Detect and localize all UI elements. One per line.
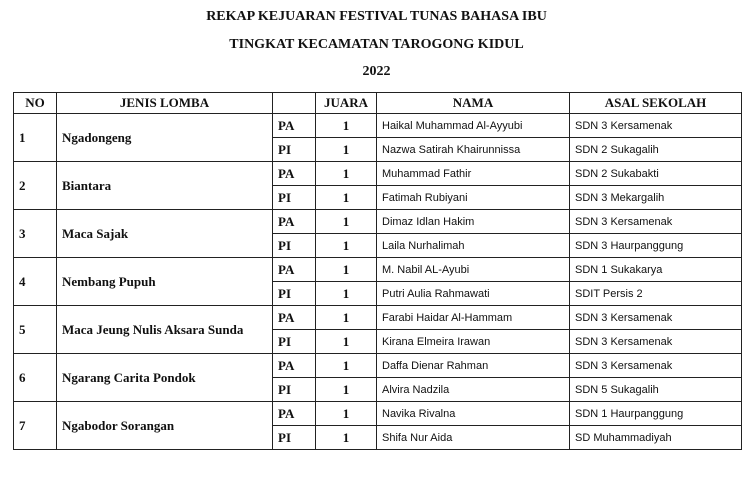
cell-nama: Farabi Haidar Al-Hammam: [377, 306, 570, 330]
table-row: [14, 162, 742, 186]
header-kategori: [273, 93, 316, 114]
table-header-row: [14, 93, 742, 114]
table-row: [14, 210, 742, 234]
cell-kategori: PA: [273, 162, 316, 186]
cell-asal-sekolah: SDN 3 Kersamenak: [570, 330, 742, 354]
cell-kategori: PA: [273, 402, 316, 426]
cell-asal-sekolah: SDN 2 Sukagalih: [570, 138, 742, 162]
cell-asal-sekolah: SDN 3 Haurpanggung: [570, 234, 742, 258]
cell-nama: Laila Nurhalimah: [377, 234, 570, 258]
header-no: NO: [14, 93, 57, 114]
cell-nama: M. Nabil AL-Ayubi: [377, 258, 570, 282]
cell-juara: 1: [316, 402, 377, 426]
cell-no: 1: [14, 114, 57, 162]
cell-juara: 1: [316, 138, 377, 162]
cell-no: 6: [14, 354, 57, 402]
cell-asal-sekolah: SDN 2 Sukabakti: [570, 162, 742, 186]
table-row: [14, 354, 742, 378]
cell-no: 7: [14, 402, 57, 450]
cell-kategori: PA: [273, 114, 316, 138]
cell-kategori: PI: [273, 426, 316, 450]
cell-juara: 1: [316, 426, 377, 450]
cell-kategori: PA: [273, 210, 316, 234]
cell-kategori: PI: [273, 378, 316, 402]
cell-nama: Kirana Elmeira Irawan: [377, 330, 570, 354]
cell-jenis-lomba: Ngabodor Sorangan: [57, 402, 273, 450]
cell-juara: 1: [316, 258, 377, 282]
cell-kategori: PA: [273, 258, 316, 282]
cell-nama: Muhammad Fathir: [377, 162, 570, 186]
cell-asal-sekolah: SDN 3 Kersamenak: [570, 354, 742, 378]
cell-kategori: PI: [273, 330, 316, 354]
cell-kategori: PI: [273, 138, 316, 162]
cell-juara: 1: [316, 234, 377, 258]
cell-kategori: PI: [273, 234, 316, 258]
cell-juara: 1: [316, 330, 377, 354]
cell-asal-sekolah: SDN 3 Kersamenak: [570, 210, 742, 234]
cell-nama: Fatimah Rubiyani: [377, 186, 570, 210]
cell-asal-sekolah: SDIT Persis 2: [570, 282, 742, 306]
cell-asal-sekolah: SDN 3 Kersamenak: [570, 306, 742, 330]
table-body: [14, 114, 742, 450]
cell-nama: Alvira Nadzila: [377, 378, 570, 402]
table-row: [14, 402, 742, 426]
title-line-1: REKAP KEJUARAN FESTIVAL TUNAS BAHASA IBU: [206, 9, 547, 24]
title-line-2: TINGKAT KECAMATAN TAROGONG KIDUL: [229, 37, 524, 52]
cell-kategori: PI: [273, 186, 316, 210]
cell-no: 5: [14, 306, 57, 354]
cell-asal-sekolah: SDN 3 Mekargalih: [570, 186, 742, 210]
header-juara: JUARA: [316, 93, 377, 114]
header-asal-sekolah: ASAL SEKOLAH: [570, 93, 742, 114]
cell-no: 2: [14, 162, 57, 210]
cell-jenis-lomba: Maca Jeung Nulis Aksara Sunda: [57, 306, 273, 354]
cell-nama: Navika Rivalna: [377, 402, 570, 426]
cell-asal-sekolah: SD Muhammadiyah: [570, 426, 742, 450]
cell-jenis-lomba: Maca Sajak: [57, 210, 273, 258]
cell-kategori: PI: [273, 282, 316, 306]
cell-jenis-lomba: Ngarang Carita Pondok: [57, 354, 273, 402]
cell-asal-sekolah: SDN 1 Sukakarya: [570, 258, 742, 282]
cell-asal-sekolah: SDN 5 Sukagalih: [570, 378, 742, 402]
cell-jenis-lomba: Biantara: [57, 162, 273, 210]
cell-juara: 1: [316, 162, 377, 186]
cell-juara: 1: [316, 186, 377, 210]
results-table: [13, 92, 742, 450]
cell-nama: Daffa Dienar Rahman: [377, 354, 570, 378]
cell-juara: 1: [316, 354, 377, 378]
cell-no: 4: [14, 258, 57, 306]
cell-nama: Haikal Muhammad Al-Ayyubi: [377, 114, 570, 138]
cell-nama: Nazwa Satirah Khairunnissa: [377, 138, 570, 162]
cell-kategori: PA: [273, 354, 316, 378]
cell-nama: Putri Aulia Rahmawati: [377, 282, 570, 306]
table-row: [14, 306, 742, 330]
header-nama: NAMA: [377, 93, 570, 114]
cell-no: 3: [14, 210, 57, 258]
cell-juara: 1: [316, 282, 377, 306]
cell-juara: 1: [316, 114, 377, 138]
cell-juara: 1: [316, 306, 377, 330]
cell-juara: 1: [316, 378, 377, 402]
title-year: 2022: [362, 64, 391, 79]
header-jenis-lomba: JENIS LOMBA: [57, 93, 273, 114]
cell-jenis-lomba: Ngadongeng: [57, 114, 273, 162]
cell-nama: Shifa Nur Aida: [377, 426, 570, 450]
cell-jenis-lomba: Nembang Pupuh: [57, 258, 273, 306]
cell-juara: 1: [316, 210, 377, 234]
cell-asal-sekolah: SDN 1 Haurpanggung: [570, 402, 742, 426]
cell-kategori: PA: [273, 306, 316, 330]
cell-asal-sekolah: SDN 3 Kersamenak: [570, 114, 742, 138]
table-row: [14, 114, 742, 138]
table-row: [14, 258, 742, 282]
cell-nama: Dimaz Idlan Hakim: [377, 210, 570, 234]
